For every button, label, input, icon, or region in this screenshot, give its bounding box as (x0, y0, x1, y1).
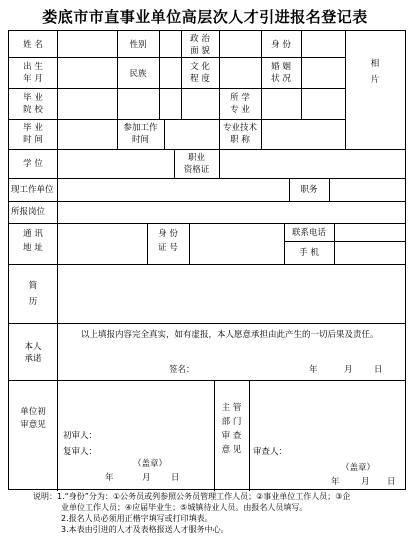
label-dept-review-4: 意 见 (221, 445, 242, 455)
label-qualification-2: 资格证 (183, 165, 210, 175)
unit-day: 日 (171, 473, 180, 483)
dept-day: 日 (387, 477, 396, 487)
commitment-text: 以上填报内容完全真实，如有虚报，本人愿意承担由此产生的一切后果及责任。 (81, 330, 379, 340)
label-school-2: 院 校 (23, 105, 43, 115)
label-unit-review-2: 审意见 (20, 420, 46, 430)
label-name: 姓 名 (23, 40, 43, 50)
label-politics-2: 面 貌 (190, 46, 210, 56)
label-title-2: 职 称 (230, 135, 250, 145)
label-photo-2: 片 (370, 75, 380, 85)
label-resume-2: 历 (28, 297, 38, 307)
label-dept-review-1: 主 管 (221, 403, 242, 413)
label-dept-review-3: 审 查 (221, 431, 242, 441)
label-gradtime-1: 毕 业 (23, 123, 43, 133)
label-unit-review-1: 单位初 (20, 407, 46, 417)
label-current-unit: 现工作单位 (11, 185, 54, 195)
label-identity: 身 份 (271, 40, 291, 50)
first-reviewer-label: 初审人： (63, 431, 98, 441)
label-title-1: 专业技术 (222, 123, 257, 133)
auditor-label: 审查人： (253, 447, 288, 457)
dept-month: 月 (361, 477, 370, 487)
label-education-2: 程 度 (190, 74, 210, 84)
label-marital-2: 状 况 (271, 74, 291, 84)
sign-year: 年 (309, 365, 318, 375)
label-birth-2: 年 月 (23, 74, 43, 84)
label-commitment-1: 本人 (24, 342, 42, 352)
label-commitment-2: 承诺 (24, 354, 42, 364)
notes (33, 491, 403, 535)
label-workstart-2: 时间 (131, 135, 149, 145)
label-idnumber-1: 身 份 (158, 229, 178, 239)
note-line-3: 2.报名人员必须用正楷字填写或打印填表。 (61, 514, 213, 523)
second-reviewer-label: 复审人： (63, 447, 98, 457)
label-politics-1: 政 治 (190, 34, 210, 44)
dept-seal-label: （盖章） (341, 463, 376, 473)
unit-month: 月 (142, 473, 151, 483)
label-birth-1: 出 生 (23, 62, 43, 72)
label-degree: 学 位 (23, 159, 43, 169)
unit-year: 年 (105, 473, 114, 483)
dept-year: 年 (331, 477, 340, 487)
label-ethnicity: 民族 (129, 69, 147, 79)
label-photo-1: 相 (370, 59, 380, 69)
label-mobile: 手 机 (299, 248, 319, 258)
label-resume-1: 简 (28, 281, 38, 291)
label-marital-1: 婚 姻 (271, 62, 291, 72)
label-dept-review-2: 部 门 (221, 417, 242, 427)
label-workstart-1: 参加工作 (123, 123, 158, 133)
label-position: 职务 (300, 185, 318, 195)
form-title: 娄底市市直事业单位高层次人才引进报名登记表 (42, 8, 368, 26)
sign-month: 月 (344, 365, 353, 375)
label-qualification-1: 职业 (187, 153, 205, 163)
label-school-1: 毕 业 (23, 93, 43, 103)
sign-day: 日 (374, 365, 383, 375)
label-address-2: 地 址 (23, 243, 43, 253)
label-education-1: 文 化 (190, 62, 210, 72)
registration-form (8, 30, 406, 490)
label-gradtime-2: 时 间 (23, 135, 43, 145)
label-gender: 性别 (129, 40, 147, 50)
signature-label: 签名： (169, 365, 195, 375)
label-major-1: 所 学 (230, 93, 250, 103)
note-line-2: 业单位工作人员；④应届毕业生；⑤城镇待业人员。由报名人员填写。 (61, 503, 308, 512)
unit-seal-label: （盖章） (133, 459, 168, 469)
note-line-4: 3.本表由引进的人才及表格报送人才服务中心。 (61, 525, 229, 534)
note-line-1: 说明：1.“身份”分为：①公务员或列参照公务员管理工作人员；②事业单位工作人员；③企 (33, 492, 351, 501)
label-applied-post: 所报岗位 (11, 207, 46, 217)
label-address-1: 通 讯 (23, 229, 43, 239)
label-major-2: 专 业 (230, 105, 250, 115)
label-idnumber-2: 证 号 (158, 243, 178, 253)
label-phone: 联系电话 (291, 228, 326, 238)
